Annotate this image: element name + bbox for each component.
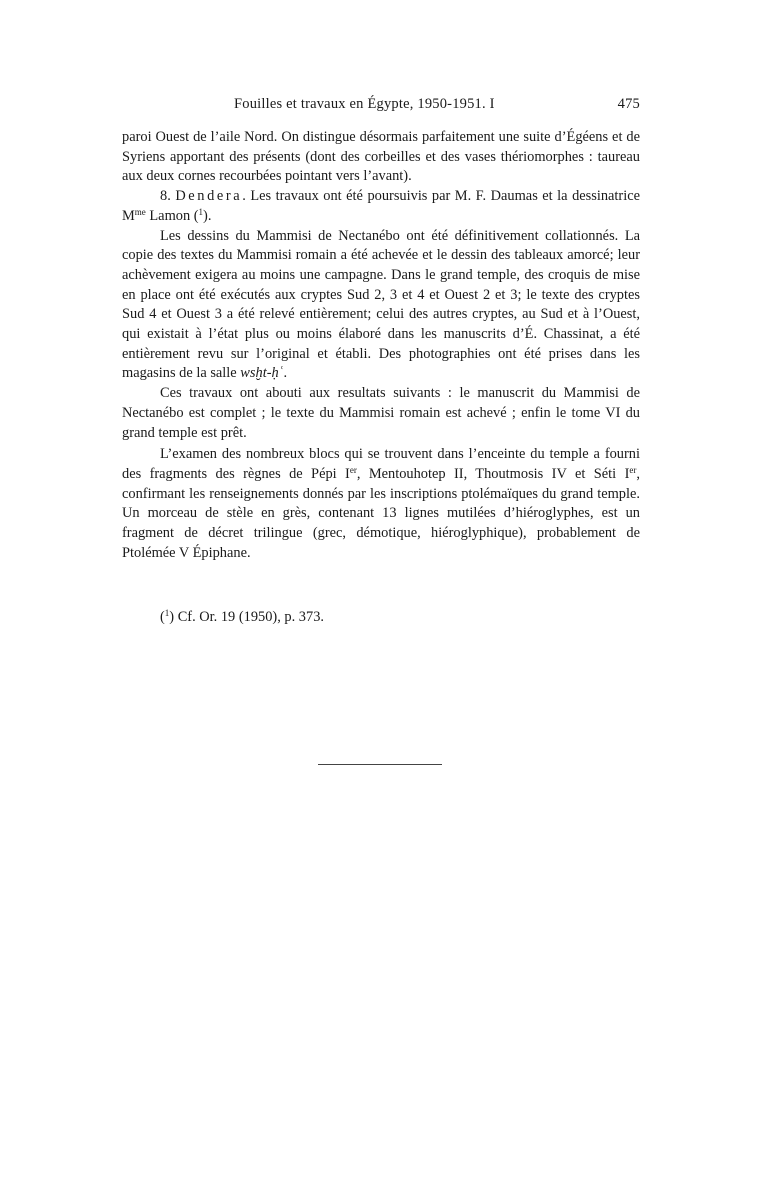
superscript: er (629, 464, 637, 475)
superscript: me (134, 206, 146, 217)
footnote-text: Cf. Or. 19 (1950), p. 373. (174, 609, 324, 625)
paragraph-text: Ces travaux ont abouti aux resultats suivants : le manuscrit du Mammisi de Nectanébo est complet ; le texte du Mammisi romain est achevé ; enfin le tome VI du grand temple est prêt. (122, 385, 640, 441)
paragraph-text: , Mentouhotep II, Thoutmosis IV et Séti I (356, 465, 630, 482)
footnote-marker: 1 (164, 608, 170, 618)
paragraph-text: , confirmant les renseignements donnés par les inscriptions ptolémaïques du grand temple. Un morceau de stèle en grès, contenant 13 lignes mutilées d’hiéroglyphes, est un fragment de décret trilingue (grec, démotique, hiéroglyphique), probablement de Ptolémée V Épiphane. (122, 465, 640, 561)
paragraph-dendera (122, 187, 640, 226)
paragraph-results (122, 384, 640, 443)
paragraph-blocks (122, 445, 640, 563)
running-title: Fouilles et travaux en Égypte, 1950-1951. I (234, 96, 495, 112)
paragraph-continuation (122, 128, 640, 187)
paragraph-text: ). (203, 207, 212, 224)
site-name: Dendera (175, 188, 243, 205)
running-header (122, 96, 640, 118)
superscript: er (349, 464, 357, 475)
end-rule (318, 764, 442, 765)
paragraph-mammisi (122, 227, 640, 385)
paragraph-text: paroi Ouest de l’aile Nord. On distingue désormais parfaitement une suite d’Égéens et de Syriens apportant des présents (dont des corbeilles et des vases thériomorphes : taureau aux deux cornes recourbées pointant vers l’avant). (122, 129, 640, 185)
paragraph-text: Lamon ( (145, 207, 199, 224)
paragraph-text: . (283, 365, 288, 382)
paragraph-text: Les dessins du Mammisi de Nectanébo ont été définitivement collationnés. La copie des textes du Mammisi romain a été achevée et le dessin des tableaux amorcé; leur achèvement exigera au moins une campagne. Dans le grand temple, des croquis de mise en place ont été exécutés aux cryptes Sud 2, 3 et 4 et Ouest 2 et 3; le texte des cryptes Sud 4 et Ouest 3 a été relevé entièrement; celui des autres cryptes, au Sud et à l’Ouest, qui existait à l’état plus ou moins élaboré dans les manuscrits d’É. Chassinat, a été entièrement revu sur l’original et établi. Des photographies ont été prises dans les magasins de la salle (122, 227, 640, 382)
paragraph-text: L’examen des nombreux blocs qui se trouvent dans l’enceinte du temple a fourni des fragments des règnes de Pépi I (122, 446, 640, 482)
footnote-ref: 1 (198, 206, 204, 217)
footnote: ($^1$) Cf. Or. 19 (1950), p. 373. (160, 608, 324, 625)
document-page (122, 0, 640, 1184)
body-text (122, 128, 640, 563)
section-number: 8. (160, 188, 171, 205)
page-number: 475 (617, 96, 640, 112)
paragraph-text: . Les travaux ont été poursuivis par M. F. Daumas et la dessinatrice M (122, 188, 640, 224)
transliteration: wsḫt-ḥʿ (240, 365, 284, 382)
